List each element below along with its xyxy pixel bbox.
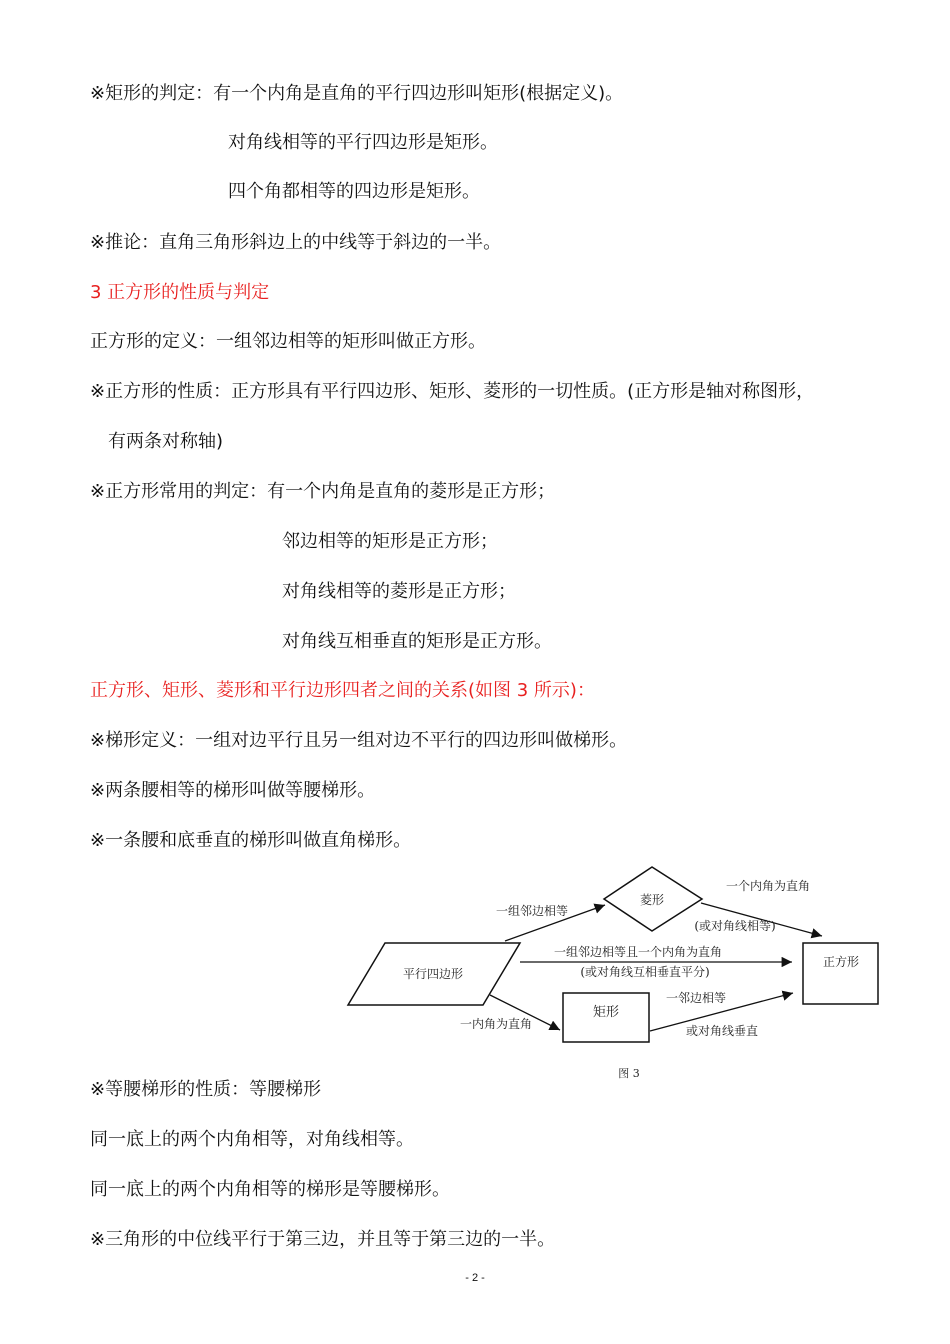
line-square-definition: 正方形的定义：一组邻边相等的矩形叫做正方形。 xyxy=(90,331,486,352)
section-heading-square: 3 正方形的性质与判定 xyxy=(90,282,270,303)
edge-label-adjacent-equal: 一邻边相等 xyxy=(665,991,727,1005)
line-square-axes: 有两条对称轴) xyxy=(108,431,224,452)
edge-label-perpendicular-bisectors: (或对角线互相垂直平分) xyxy=(580,965,710,979)
line-rectangle-criterion: ※矩形的判定：有一个内角是直角的平行四边形叫矩形(根据定义)。 xyxy=(90,83,624,104)
edge-label-adjacent-sides: 一组邻边相等 xyxy=(495,904,569,918)
label-square: 正方形 xyxy=(822,955,860,969)
edge-label-perpendicular-diagonals: 或对角线垂直 xyxy=(685,1024,759,1038)
square-shape xyxy=(803,943,878,1004)
line-isosceles-properties: ※等腰梯形的性质：等腰梯形 xyxy=(90,1079,322,1100)
line-square-criterion-4: 对角线互相垂直的矩形是正方形。 xyxy=(282,631,552,652)
line-trapezoid-definition: ※梯形定义：一组对边平行且另一组对边不平行的四边形叫做梯形。 xyxy=(90,730,628,751)
line-rectangle-diagonals: 对角线相等的平行四边形是矩形。 xyxy=(228,132,498,153)
line-right-trapezoid: ※一条腰和底垂直的梯形叫做直角梯形。 xyxy=(90,830,412,851)
label-rhombus: 菱形 xyxy=(639,893,665,907)
edge-label-right-angle: 一个内角为直角 xyxy=(725,879,811,893)
edge-label-one-right-angle: 一内角为直角 xyxy=(459,1017,533,1031)
section-heading-relations: 正方形、矩形、菱形和平行边形四者之间的关系(如图 3 所示)： xyxy=(90,680,595,701)
label-parallelogram: 平行四边形 xyxy=(402,967,464,981)
edge-label-adjacent-and-angle: 一组邻边相等且一个内角为直角 xyxy=(553,945,723,959)
line-isosceles-criterion: 同一底上的两个内角相等的梯形是等腰梯形。 xyxy=(90,1179,450,1200)
line-isosceles-trapezoid: ※两条腰相等的梯形叫做等腰梯形。 xyxy=(90,780,376,801)
line-square-criterion: ※正方形常用的判定：有一个内角是直角的菱形是正方形； xyxy=(90,481,556,502)
line-square-criterion-3: 对角线相等的菱形是正方形； xyxy=(282,581,516,602)
page-number: - 2 - xyxy=(465,1272,485,1284)
figure-caption: 图 3 xyxy=(618,1067,640,1080)
edge-label-equal-diagonals: (或对角线相等) xyxy=(694,919,776,933)
line-square-properties: ※正方形的性质：正方形具有平行四边形、矩形、菱形的一切性质。(正方形是轴对称图形， xyxy=(90,381,815,402)
relationship-diagram xyxy=(340,862,890,1087)
line-rectangle-angles: 四个角都相等的四边形是矩形。 xyxy=(228,181,480,202)
label-rectangle: 矩形 xyxy=(592,1005,620,1020)
line-base-angles: 同一底上的两个内角相等，对角线相等。 xyxy=(90,1129,414,1150)
line-midline-theorem: ※三角形的中位线平行于第三边，并且等于第三边的一半。 xyxy=(90,1229,556,1250)
line-square-criterion-2: 邻边相等的矩形是正方形； xyxy=(282,531,498,552)
line-corollary: ※推论：直角三角形斜边上的中线等于斜边的一半。 xyxy=(90,232,502,253)
